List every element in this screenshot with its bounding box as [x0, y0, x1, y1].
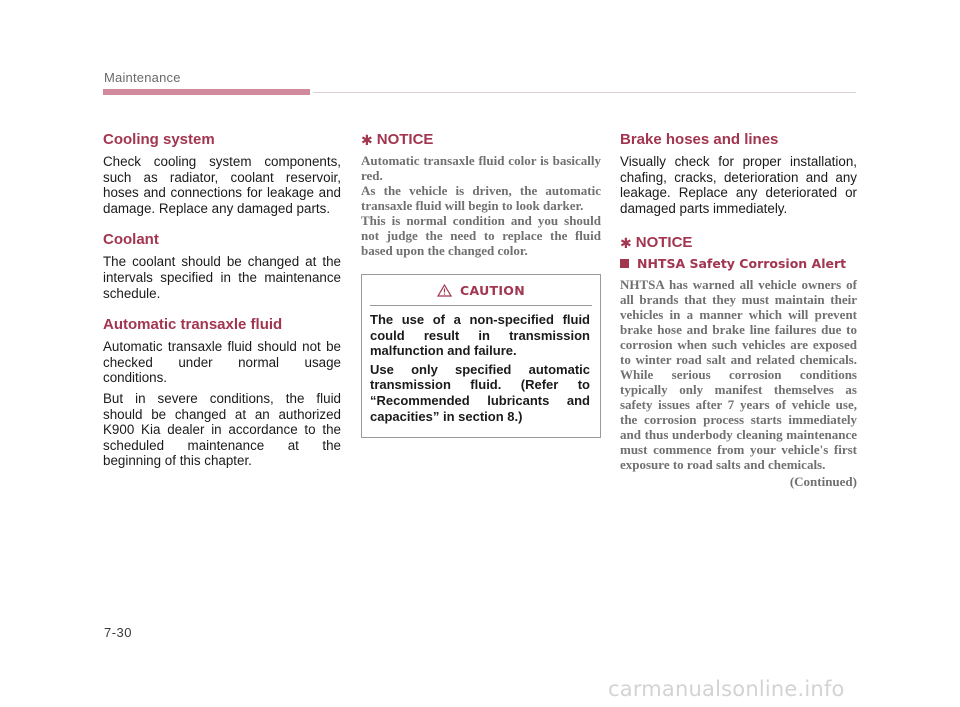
page-number: 7-30 [104, 625, 133, 640]
header-rule [313, 92, 856, 93]
caution-text-1: The use of a non-specified fluid could result in transmission malfunction and failure. [370, 312, 590, 359]
brake-hoses-text: Visually check for proper installation, chafing, cracks, deterioration and any leakage. Replace any deteriorated or damaged parts immediately. [620, 154, 857, 216]
column-middle [361, 131, 601, 438]
notice-text-3: This is normal condition and you should not judge the need to replace the fluid based upon the changed color. [361, 213, 601, 258]
caution-label: CAUTION [460, 282, 525, 298]
notice-star-icon: ✱ [361, 132, 373, 148]
notice-heading [361, 131, 601, 149]
warning-triangle-icon [437, 284, 452, 297]
notice-text-1: Automatic transaxle fluid color is basically red. [361, 153, 601, 183]
header-accent-bar [103, 89, 310, 95]
atf-text-2: But in severe conditions, the fluid should be changed at an authorized K900 Kia dealer in accordance to the scheduled maintenance at the beginning of this chapter. [103, 390, 341, 469]
nhtsa-heading [620, 256, 857, 271]
nhtsa-title: NHTSA Safety Corrosion Alert [637, 256, 847, 272]
section-label: Maintenance [104, 70, 181, 85]
cooling-system-text: Check cooling system components, such as radiator, coolant reservoir, hoses and connections for leakage and damage. Replace any damaged parts. [103, 154, 341, 216]
caution-heading [370, 275, 592, 306]
brake-hoses-heading: Brake hoses and lines [620, 131, 779, 148]
coolant-text: The coolant should be changed at the intervals specified in the maintenance schedule. [103, 254, 341, 301]
caution-box [361, 274, 601, 438]
column-right [620, 131, 857, 490]
square-bullet-icon [620, 259, 629, 268]
coolant-heading: Coolant [103, 231, 159, 249]
notice-text-2: As the vehicle is driven, the automatic transaxle fluid will begin to look darker. [361, 183, 601, 213]
watermark-link[interactable]: carmanualsonline.info [608, 677, 845, 701]
cooling-system-heading: Cooling system [103, 131, 215, 148]
notice-label: NOTICE [376, 131, 434, 148]
notice-heading-2 [620, 234, 857, 252]
nhtsa-text: NHTSA has warned all vehicle owners of all brands that they must maintain their vehicles in a manner which will prevent brake hose and brake line failures due to corrosion when such vehicles are exposed to winter road salt and related chemicals. While serious corrosion conditions typically only manifest themselves as safety issues after 7 years of vehicle use, the corrosion process starts immediately and thus underbody cleaning maintenance must commence from your vehicle's first exposure to road salts and chemicals. [620, 277, 857, 473]
column-left [103, 131, 341, 474]
notice-star-icon: ✱ [620, 235, 632, 252]
atf-heading: Automatic transaxle fluid [103, 316, 283, 334]
atf-text-1: Automatic transaxle fluid should not be checked under normal usage conditions. [103, 339, 341, 386]
notice-label-2: NOTICE [635, 234, 693, 252]
caution-text-2: Use only specified automatic transmission fluid. (Refer to “Recommended lubricants and capacities” in section 8.) [370, 361, 590, 424]
continued-label: (Continued) [789, 474, 857, 490]
